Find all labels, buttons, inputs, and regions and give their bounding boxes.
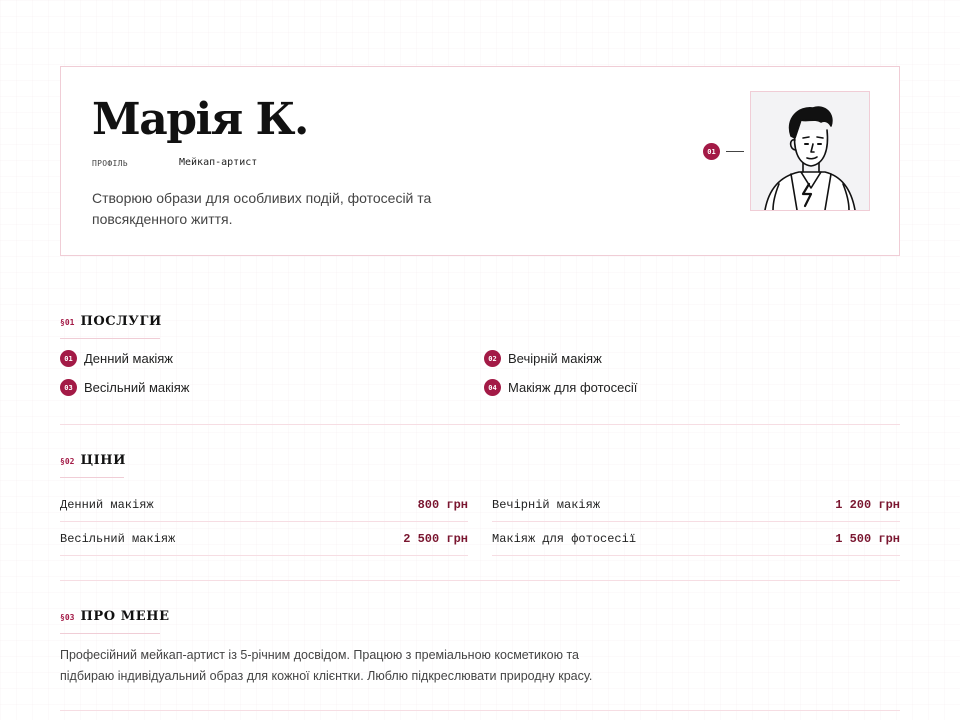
profile-meta-label: ПРОФІЛЬ	[92, 159, 128, 168]
section-divider	[60, 580, 900, 581]
price-value: 2 500 грн	[403, 531, 468, 546]
price-row	[60, 488, 468, 522]
price-service-name: Вечірній макіяж	[492, 497, 601, 512]
price-row	[492, 488, 900, 522]
service-number-badge: 04	[484, 379, 501, 396]
services-section-number: §01	[60, 318, 75, 327]
price-service-name: Макіяж для фотосесії	[492, 531, 637, 546]
service-number-badge: 01	[60, 350, 77, 367]
about-section-number: §03	[60, 613, 75, 622]
about-underline	[60, 633, 160, 634]
service-label: Вечірній макіяж	[508, 351, 602, 366]
service-item	[60, 379, 189, 396]
price-row	[60, 522, 468, 556]
profile-bio: Створюю образи для особливих подій, фотосесій та повсякденного життя.	[92, 190, 432, 227]
price-value: 1 500 грн	[835, 531, 900, 546]
section-divider	[60, 710, 900, 711]
about-text: Професійний мейкап-артист із 5-річним досвідом. Працюю з преміальною косметикою та підбираю індивідуальний образ для кожної клієнтки. Люблю підкреслювати природну красу.	[60, 648, 593, 683]
person-illustration-icon	[751, 92, 870, 211]
service-item	[484, 350, 602, 367]
price-value: 800 грн	[417, 497, 468, 512]
prices-title: ЦІНИ	[80, 453, 127, 468]
price-service-name: Денний макіяж	[60, 497, 154, 512]
service-item	[60, 350, 173, 367]
profile-card	[60, 66, 900, 256]
service-label: Денний макіяж	[84, 351, 174, 366]
service-item	[484, 379, 637, 396]
profile-name: Марія К.	[92, 94, 308, 145]
service-label: Макіяж для фотосесії	[508, 380, 638, 395]
price-value: 1 200 грн	[835, 497, 900, 512]
profile-role: Мейкап-артист	[179, 157, 258, 168]
section-divider	[60, 424, 900, 425]
prices-section-number: §02	[60, 457, 75, 466]
prices-underline	[60, 477, 124, 478]
about-title: ПРО МЕНЕ	[80, 609, 170, 624]
prices-heading	[60, 453, 126, 468]
service-label: Весільний макіяж	[84, 380, 190, 395]
avatar-pin-badge: 01	[703, 143, 720, 160]
services-underline	[60, 338, 160, 339]
avatar-pin-line	[726, 151, 744, 152]
about-heading	[60, 609, 170, 624]
service-number-badge: 03	[60, 379, 77, 396]
price-service-name: Весільний макіяж	[60, 531, 176, 546]
avatar	[750, 91, 870, 211]
price-row	[492, 522, 900, 556]
services-heading	[60, 314, 162, 329]
service-number-badge: 02	[484, 350, 501, 367]
services-title: ПОСЛУГИ	[80, 314, 162, 329]
